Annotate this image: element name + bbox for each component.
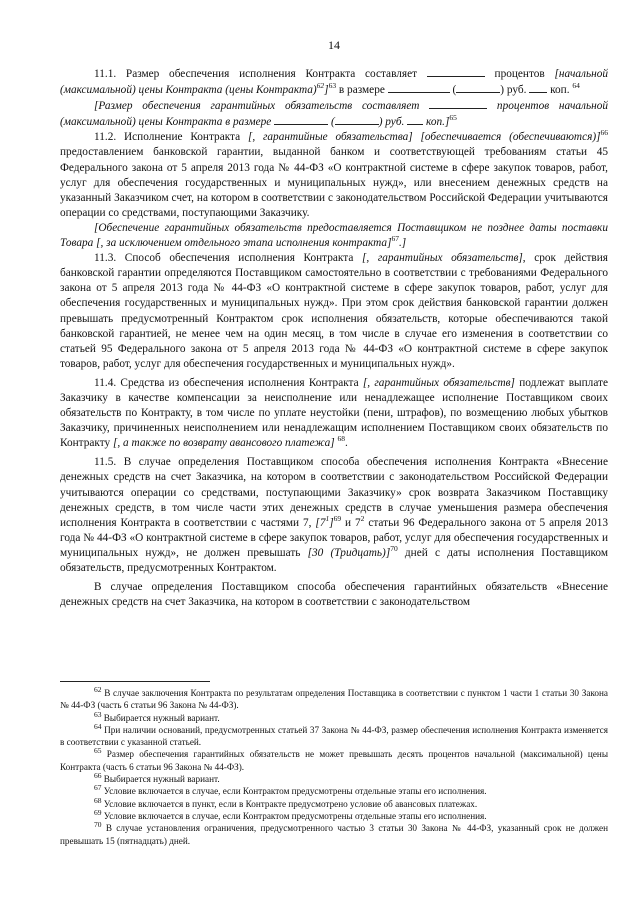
footnote-number: 62 <box>94 684 102 694</box>
text-run: коп. <box>547 84 573 97</box>
italic-text: [Обеспечение гарантийных обязательств предоставляется Поставщиком не позднее даты поставки Товара [, за исключением отдельного этапа исполнения контракта] <box>60 221 608 250</box>
text-run: 11.4. Средства из обеспечения исполнения Контракта <box>94 376 363 389</box>
italic-text: процентов начальной (максимальной) цены Контракта в размере <box>60 100 609 129</box>
fill-in-blank <box>274 114 328 125</box>
text-run: , срок действия банковской гарантии определяются Поставщиком самостоятельно в соответствии с требованиями Федерального закона от 5 апреля 2013 года № 44-ФЗ «О контрактной системе в сфере закупок товаров, работ, услуг для обеспечения государственных и муниципальных нужд». При этом срок действия банковской гарантии должен превышать предусмотренный Контрактом срок исполнения обязательств, которые обеспечиваются такой банковской гарантией, не менее чем на один месяц, в том числе в случае его изменения в соответствии со статьей 95 Федерального закона от 5 апреля 2013 года № 44-ФЗ «О контрактной системе в сфере закупок товаров, работ, услуг для обеспечения государственных и муниципальных нужд». <box>60 252 608 370</box>
page-number: 14 <box>328 38 340 52</box>
fill-in-blank <box>388 82 450 93</box>
text-run: ) руб. <box>500 84 530 97</box>
paragraph <box>60 455 608 576</box>
text-run: предоставлением банковской гарантии, выданной банком и соответствующей требованиям статьи 45 Федерального закона от 5 апреля 2013 года № 44-ФЗ «О контрактной системе в сфере закупок товаров, работ, услуг для обеспечения государственных и муниципальных нужд», или внесением денежных средств на указанный Заказчиком счет, на котором в соответствии с законодательством Российской Федерации учитываются операции со средствами, поступающими Заказчику. <box>60 146 608 219</box>
italic-text: [, гарантийных обязательств] <box>362 376 515 389</box>
footnote-text: Условие включается в случае, если Контрактом предусмотрены отдельные этапы его исполнения. <box>101 786 487 797</box>
text-run: статьи 96 Федерального закона от 5 апреля 2013 года № 44-ФЗ «О контрактной системе в сфере закупок товаров, работ, услуг для обеспечения государственных и муниципальных нужд», не должен превышать <box>60 516 609 559</box>
text-run: дней с даты исполнения Поставщиком обязательств, предусмотренных Контрактом. <box>60 546 608 574</box>
text-run: подлежат выплате Заказчику в качестве компенсации за неисполнение или ненадлежащее исполнение Поставщиком своих обязательств по Контракту, в том числе по уплате неустойки (пени, штрафов), по возмещению любых убытков Заказчику, причиненных неисполнением или ненадлежащим исполнением Поставщиком своих обязательств по Контракту <box>60 376 608 450</box>
paragraph <box>60 66 608 98</box>
footnote-number: 65 <box>94 746 102 756</box>
paragraph <box>60 98 608 130</box>
paragraph <box>60 221 608 251</box>
italic-text: ) руб. <box>378 116 408 129</box>
footnote <box>60 709 608 724</box>
footnote-number: 69 <box>94 807 102 817</box>
text-run: в размере <box>336 84 388 97</box>
italic-text: ] <box>324 84 329 97</box>
italic-text: [, гарантийных обязательств] <box>361 252 523 265</box>
footnote-number: 68 <box>94 795 102 805</box>
footnote <box>60 721 608 749</box>
italic-text: коп.] <box>423 116 450 129</box>
text-run: ( <box>449 84 457 97</box>
footnote-number: 67 <box>94 783 102 793</box>
italic-text: [, а также по возврату авансового платежа] <box>113 437 335 450</box>
footnote-number: 66 <box>94 771 102 781</box>
footnote-ref: 70 <box>390 544 398 554</box>
footnote-number: 70 <box>94 820 102 830</box>
fill-in-blank <box>429 98 487 109</box>
footnote-text: В случае заключения Контракта по результатам определения Поставщика в соответствии с пунктом 1 части 1 статьи 30 Закона № 44-ФЗ (часть 6 статьи 96 Закона № 44-ФЗ). <box>60 688 608 711</box>
footnote-number: 63 <box>94 709 102 719</box>
footnote <box>60 795 608 810</box>
italic-text: [начальной (максимальной) цены Контракта (цены Контракта) <box>60 68 608 97</box>
footnote-ref: 64 <box>572 81 580 91</box>
italic-text: ( <box>328 116 335 129</box>
text-run: 11.2. Исполнение Контракта <box>94 131 248 144</box>
fill-in-blank <box>427 66 485 77</box>
footnote <box>60 807 608 822</box>
footnote-ref: 69 <box>333 513 342 523</box>
paragraph <box>60 251 608 372</box>
italic-text: [7 <box>315 516 326 529</box>
footnote-text: При наличии оснований, предусмотренных статьей 37 Закона № 44-ФЗ, размер обеспечения исполнения Контракта изменяется в соответствии с указанной статьей. <box>60 724 608 748</box>
footnote <box>60 785 608 797</box>
text-run: . <box>345 437 348 450</box>
fill-in-blank <box>456 82 500 93</box>
footnote-ref: 2 <box>360 513 365 523</box>
fill-in-blank <box>407 114 423 125</box>
footnote <box>60 748 608 773</box>
footnote-text: В случае установления ограничения, предусмотренного частью 3 статьи 30 Закона № 44-ФЗ, указанный срок не должен превышать 15 (пятнадцать) дней. <box>60 823 608 846</box>
footnote-separator <box>60 681 210 682</box>
text-run: и 7 <box>341 516 361 529</box>
footnote-text: Выбирается нужный вариант. <box>101 774 220 785</box>
fill-in-blank <box>335 114 379 125</box>
footnote-ref: 65 <box>449 113 457 123</box>
footnote <box>60 822 608 847</box>
footnote-text: Размер обеспечения гарантийных обязательств не может превышать десять процентов начальной (максимальной) цены Контракта (часть 6 статьи 96 Закона № 44-ФЗ). <box>60 749 608 772</box>
footnote-ref: 66 <box>600 128 608 138</box>
italic-text: [Размер обеспечения гарантийных обязательств составляет <box>94 100 430 113</box>
footnote-text: Выбирается нужный вариант. <box>101 712 220 723</box>
italic-text: [обеспечивается (обеспечиваются)] <box>420 131 601 144</box>
text-run: процентов <box>484 68 555 80</box>
italic-text: [30 (Тридцать)] <box>307 546 391 559</box>
italic-text: ] <box>329 516 334 529</box>
paragraph <box>60 580 608 610</box>
fill-in-blank <box>529 82 547 93</box>
text-run: 11.1. Размер обеспечения исполнения Контракта составляет <box>94 68 427 80</box>
footnote <box>60 773 608 785</box>
italic-text: .] <box>398 237 407 250</box>
text-run: В случае определения Поставщиком способа обеспечения гарантийных обязательств «Внесение денежных средств на счет Заказчика, на котором в соответствии с законодательством <box>60 581 608 609</box>
text-run: 11.5. В случае определения Поставщиком способа обеспечения исполнения Контракта «Внесение денежных средств на счет Заказчика, на котором в соответствии с законодательством Российской Федерации учитываются операции со средствами, поступающими Заказчику» срок возврата Заказчиком Поставщику денежных средств, в том числе части этих денежных средств в случае уменьшения размера обеспечения исполнения Контракта в соответствии с частями 7, <box>60 456 608 529</box>
footnote-ref: 62 <box>316 81 325 91</box>
footnote-ref: 1 <box>325 513 330 523</box>
footnote-ref: 63 <box>328 81 337 91</box>
footnote-text: Условие включается в пункт, если в Контракте предусмотрено условие об авансовых платежах. <box>101 798 478 809</box>
footnote-ref: 68 <box>337 434 346 444</box>
footnote-ref: 67 <box>391 234 399 244</box>
footnote-number: 64 <box>94 721 102 731</box>
text-run <box>413 131 421 143</box>
paragraph <box>60 130 608 221</box>
italic-text: [, гарантийные обязательства] <box>247 131 413 144</box>
document-body <box>60 66 608 610</box>
text-run: 11.3. Способ обеспечения исполнения Контракта <box>94 252 362 265</box>
paragraph <box>60 376 608 451</box>
footnote <box>60 684 608 712</box>
footnotes <box>60 684 608 847</box>
footnote-text: Условие включается в случае, если Контрактом предусмотрены отдельные этапы его исполнения. <box>101 810 487 821</box>
